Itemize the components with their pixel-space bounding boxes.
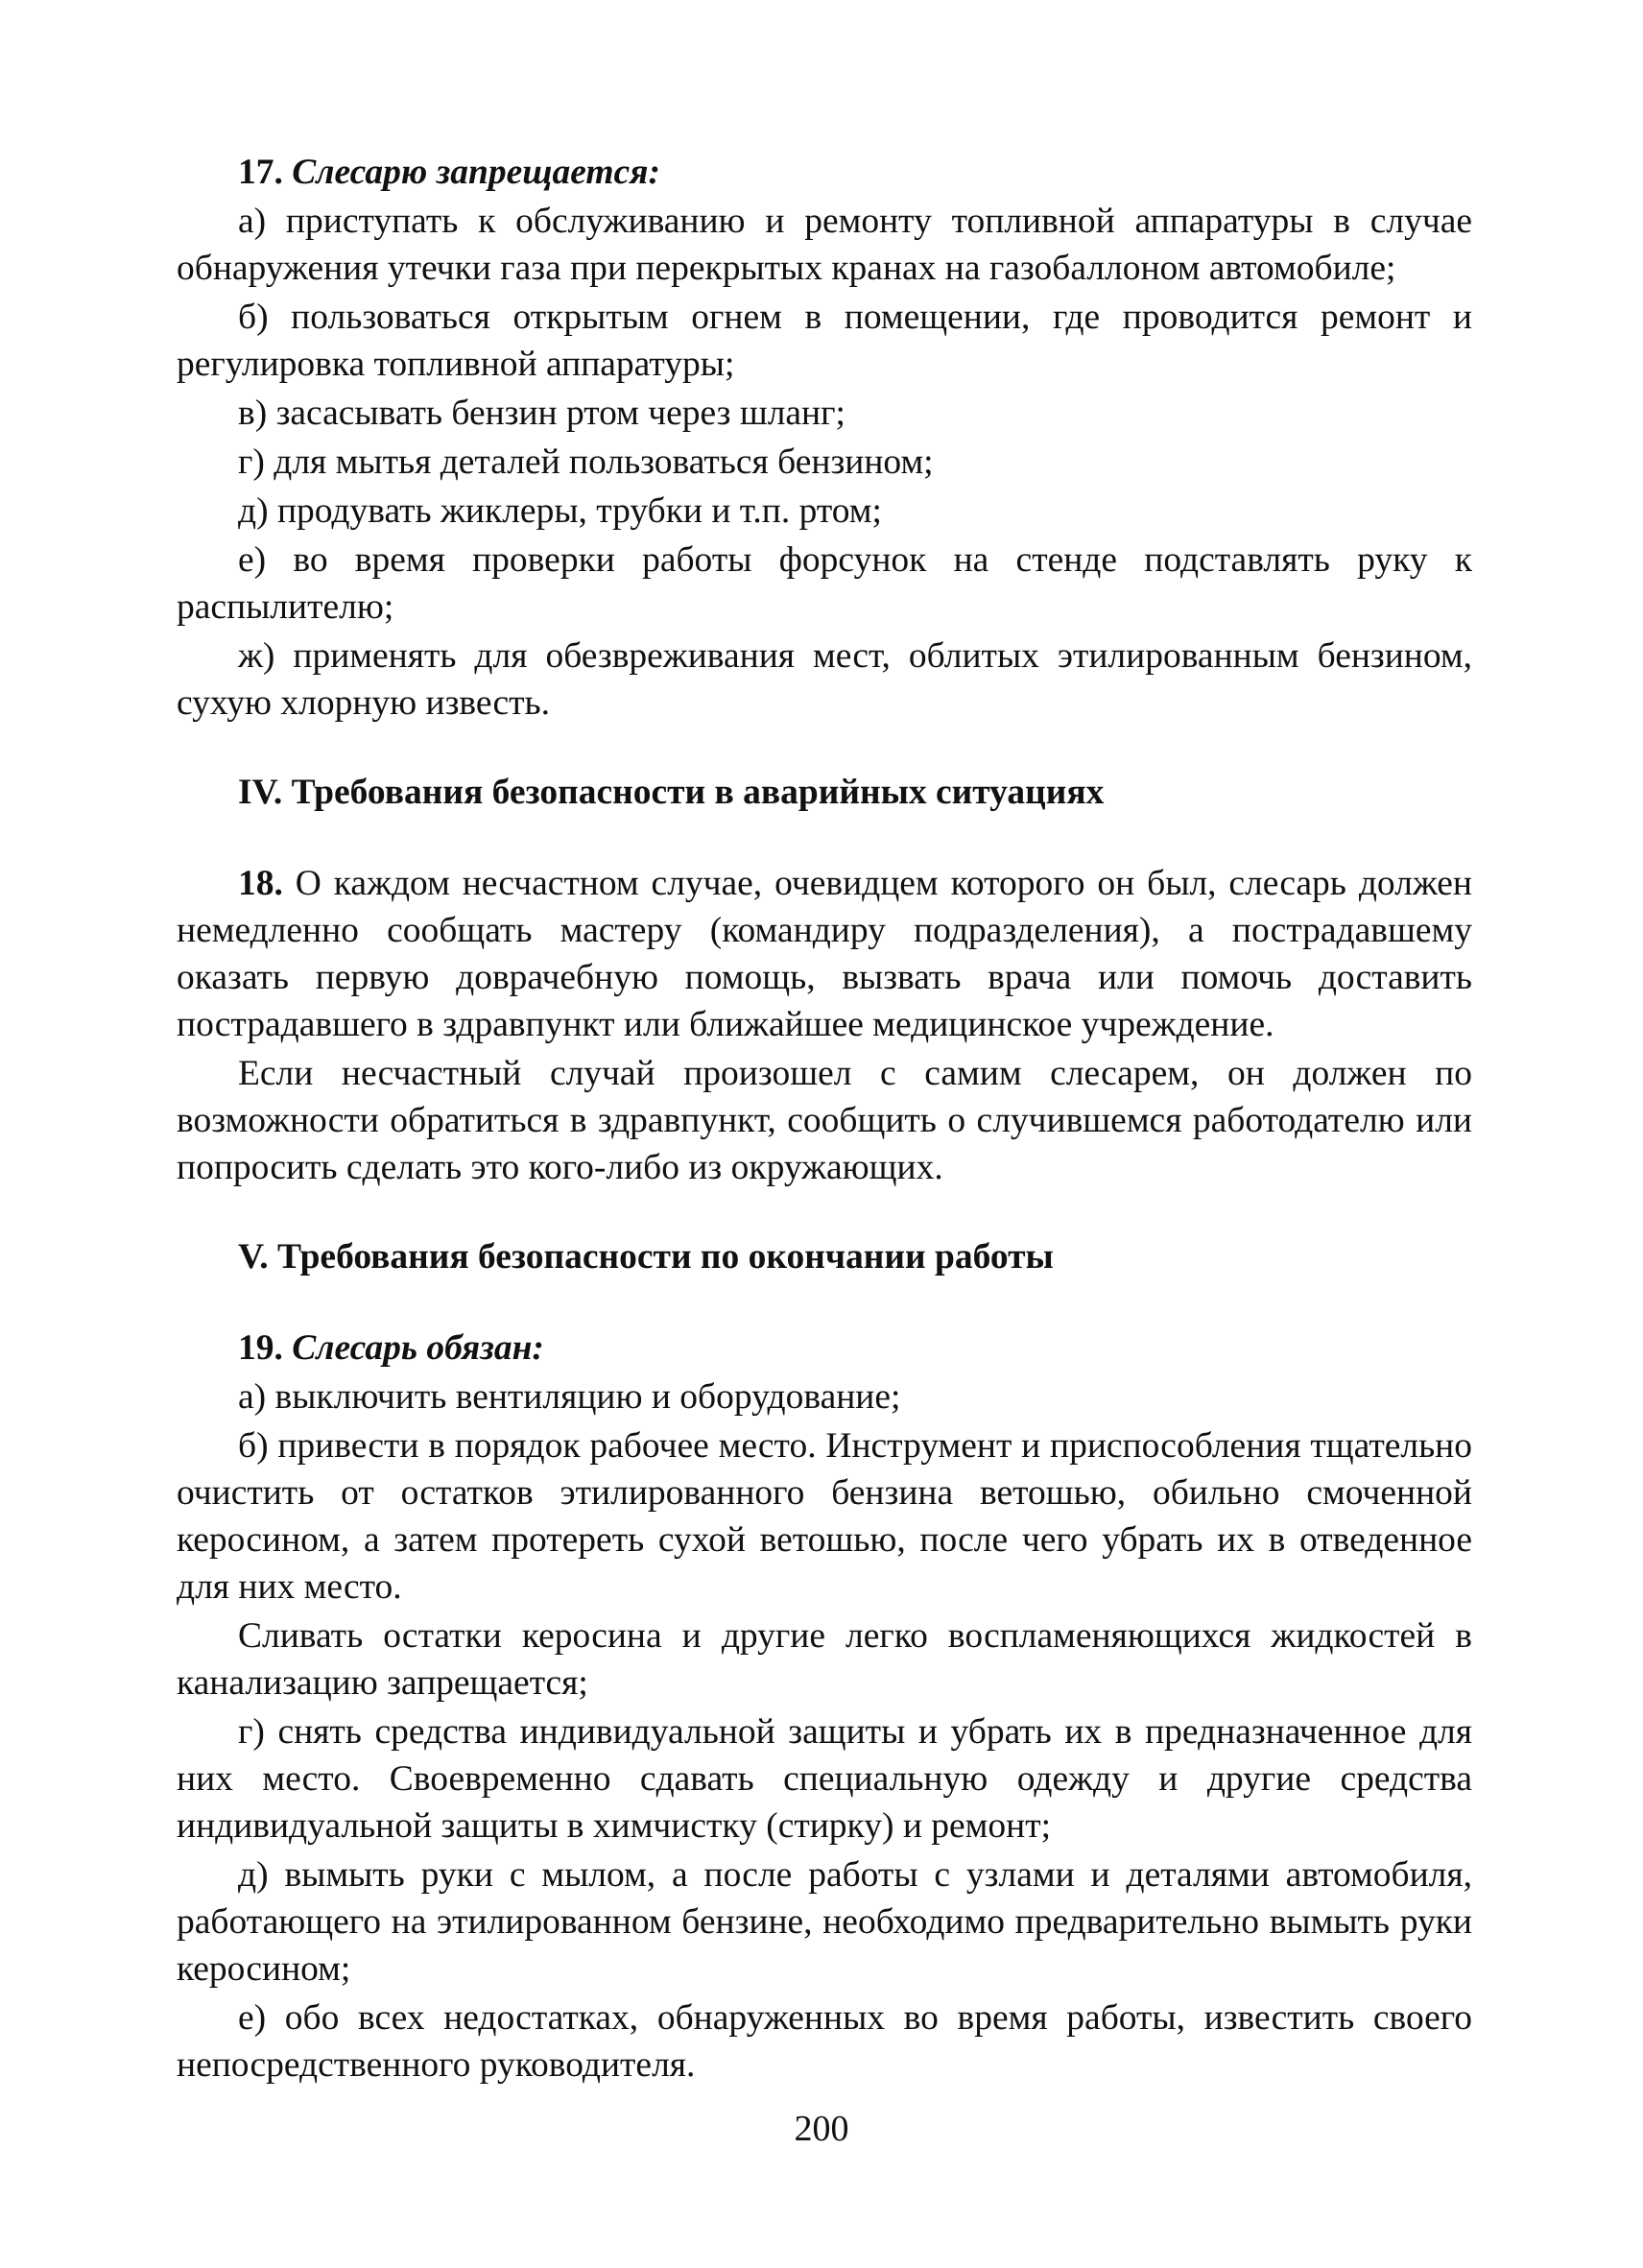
item-17-zh: ж) применять для обезвреживания мест, облитых этилированным бензином, сухую хлорную известь. xyxy=(177,636,1472,723)
item-18-paragraph xyxy=(177,860,1472,1048)
item-17-a: а) приступать к обслуживанию и ремонту топливной аппаратуры в случае обнаружения утечки газа при перекрытых кранах на газобаллоном автомобиле; xyxy=(177,202,1472,288)
section-5-heading: V. Требования безопасности по окончании работы xyxy=(238,1237,1054,1277)
item-19-heading xyxy=(177,1325,1472,1372)
item-17-number: 17. xyxy=(238,153,283,192)
item-17-title: Слесарю запрещается: xyxy=(292,153,660,192)
item-17-v: в) засасывать бензин ртом через шланг; xyxy=(238,394,845,433)
item-18-paragraph-2: Если несчастный случай произошел с самим слесарем, он должен по возможности обратиться в здравпункт, сообщить о случившемся работодателю или попросить сделать это кого-либо из окружающих. xyxy=(177,1054,1472,1187)
item-19-a: а) выключить вентиляцию и оборудование; xyxy=(238,1377,901,1417)
section-4-heading: IV. Требования безопасности в аварийных ситуациях xyxy=(238,773,1105,812)
item-17-b: б) пользоваться открытым огнем в помещении, где проводится ремонт и регулировка топливной аппаратуры; xyxy=(177,298,1472,384)
page-number: 200 xyxy=(794,2109,849,2149)
item-19-d: д) вымыть руки с мылом, а после работы с узлами и деталями автомобиля, работающего на этилированном бензине, необходимо предварительно вымыть руки керосином; xyxy=(177,1855,1472,1989)
item-17-g: г) для мытья деталей пользоваться бензином; xyxy=(238,442,934,482)
item-19-b: б) привести в порядок рабочее место. Инструмент и приспособления тщательно очистить от остатков этилированного бензина ветошью, обильно смоченной керосином, а затем протереть сухой ветошью, после чего убрать их в отведенное для них место. xyxy=(177,1426,1472,1607)
item-18-number: 18. xyxy=(238,864,283,903)
item-19-number: 19. xyxy=(238,1328,283,1368)
item-18-text: О каждом несчастном случае, очевидцем которого он был, слесарь должен немедленно сообщать мастеру (командиру подразделения), а пострадавшему оказать первую доврачебную помощь, вызвать врача или помочь доставить пострадавшего в здравпункт или ближайшее медицинское учреждение. xyxy=(177,864,1472,1044)
item-19-e: е) обо всех недостатках, обнаруженных во время работы, известить своего непосредственного руководителя. xyxy=(177,1998,1472,2085)
item-17-heading xyxy=(177,149,1472,196)
item-19-g: г) снять средства индивидуальной защиты и убрать их в предназначенное для них место. Своевременно сдавать специальную одежду и другие средства индивидуальной защиты в химчистку (стирку) и ремонт; xyxy=(177,1712,1472,1846)
item-19-title: Слесарь обязан: xyxy=(292,1328,544,1368)
item-17-e: е) во время проверки работы форсунок на стенде подставлять руку к распылителю; xyxy=(177,540,1472,627)
item-17-d: д) продувать жиклеры, трубки и т.п. ртом; xyxy=(238,491,882,531)
item-19-b-continued: Сливать остатки керосина и другие легко воспламеняющихся жидкостей в канализацию запрещается; xyxy=(177,1616,1472,1703)
document-page xyxy=(177,149,1472,2090)
